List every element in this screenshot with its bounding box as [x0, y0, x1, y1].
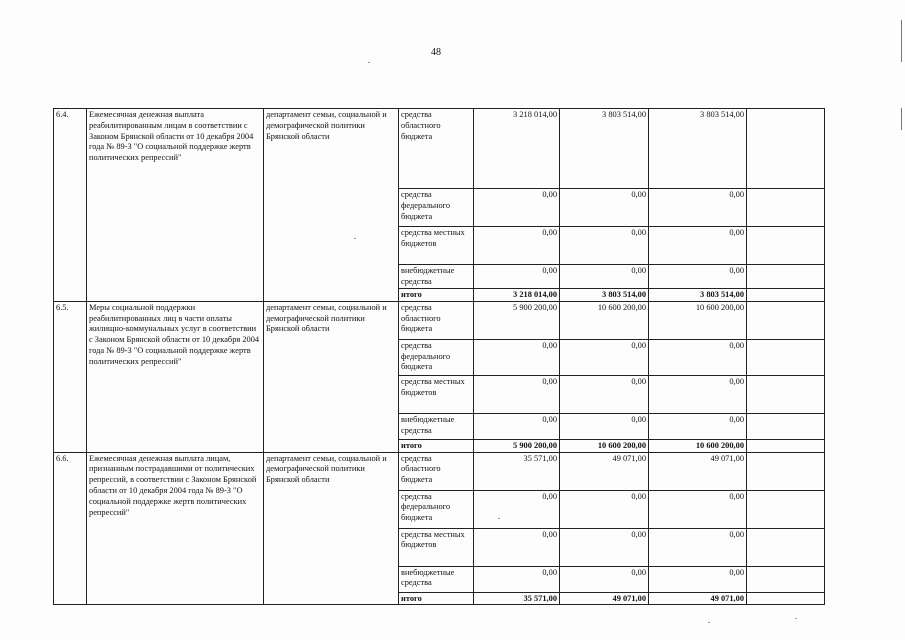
empty-column: [747, 490, 825, 528]
funding-source: внебюджетные средства: [399, 566, 474, 592]
empty-column: [747, 528, 825, 566]
page-number: 48: [431, 47, 441, 58]
amount-year-2: 0,00: [560, 339, 649, 375]
total-year-2: 49 071,00: [560, 592, 649, 605]
amount-year-1: 0,00: [474, 339, 560, 375]
amount-year-1: 5 900 200,00: [474, 301, 560, 339]
amount-year-2: 0,00: [560, 375, 649, 413]
empty-column: [747, 566, 825, 592]
measure-title: Меры социальной поддержки реабилитированных лиц в части оплаты жилищно-коммунальных услуг в соответствии с Законом Брянской области от 10 декабря 2004 года № 89-З "О социальной поддержке жертв политических репрессий": [87, 301, 264, 452]
amount-year-3: 0,00: [649, 528, 747, 566]
amount-year-2: 0,00: [560, 189, 649, 227]
amount-year-3: 0,00: [649, 339, 747, 375]
amount-year-3: 0,00: [649, 227, 747, 265]
amount-year-2: 10 600 200,00: [560, 301, 649, 339]
amount-year-1: 0,00: [474, 375, 560, 413]
funding-source: средства федерального бюджета: [399, 490, 474, 528]
scan-speck: [368, 62, 370, 63]
total-year-1: 3 218 014,00: [474, 289, 560, 302]
amount-year-2: 0,00: [560, 566, 649, 592]
measure-title: Ежемесячная денежная выплата реабилитированным лицам в соответствии с Законом Брянской области от 10 декабря 2004 года № 89-З "О социальной поддержке жертв политических репрессий": [87, 109, 264, 302]
item-number: 6.6.: [54, 452, 87, 605]
scan-speck: [795, 618, 797, 619]
scan-margin-mark: [901, 108, 902, 130]
amount-year-1: 0,00: [474, 490, 560, 528]
amount-year-3: 10 600 200,00: [649, 301, 747, 339]
funding-row: [54, 452, 825, 490]
total-label: итого: [399, 439, 474, 452]
amount-year-2: 0,00: [560, 528, 649, 566]
empty-column: [747, 339, 825, 375]
empty-column: [747, 189, 825, 227]
funding-source: средства местных бюджетов: [399, 528, 474, 566]
amount-year-1: 0,00: [474, 566, 560, 592]
funding-source: средства федерального бюджета: [399, 189, 474, 227]
amount-year-2: 0,00: [560, 490, 649, 528]
amount-year-2: 0,00: [560, 413, 649, 439]
amount-year-3: 0,00: [649, 566, 747, 592]
total-year-2: 3 803 514,00: [560, 289, 649, 302]
scan-margin-mark: [901, 20, 902, 62]
empty-column: [747, 413, 825, 439]
executor: департамент семьи, социальной и демографической политики Брянской области: [264, 109, 399, 302]
funding-row: [54, 109, 825, 189]
scan-speck: [708, 622, 710, 623]
amount-year-1: 0,00: [474, 528, 560, 566]
empty-column: [747, 109, 825, 189]
amount-year-3: 3 803 514,00: [649, 109, 747, 189]
item-number: 6.4.: [54, 109, 87, 302]
empty-column: [747, 301, 825, 339]
funding-row: [54, 301, 825, 339]
funding-source: внебюджетные средства: [399, 265, 474, 289]
total-year-1: 35 571,00: [474, 592, 560, 605]
amount-year-1: 0,00: [474, 265, 560, 289]
executor: департамент семьи, социальной и демографической политики Брянской области: [264, 452, 399, 605]
scan-speck: [498, 518, 500, 519]
amount-year-1: 35 571,00: [474, 452, 560, 490]
empty-column: [747, 375, 825, 413]
funding-source: средства местных бюджетов: [399, 375, 474, 413]
funding-source: средства местных бюджетов: [399, 227, 474, 265]
empty-column: [747, 592, 825, 605]
empty-column: [747, 452, 825, 490]
amount-year-3: 0,00: [649, 189, 747, 227]
amount-year-1: 0,00: [474, 189, 560, 227]
amount-year-1: 0,00: [474, 227, 560, 265]
total-year-3: 10 600 200,00: [649, 439, 747, 452]
scan-speck: [354, 238, 356, 239]
amount-year-2: 49 071,00: [560, 452, 649, 490]
funding-source: средства областного бюджета: [399, 452, 474, 490]
amount-year-1: 0,00: [474, 413, 560, 439]
funding-source: внебюджетные средства: [399, 413, 474, 439]
amount-year-2: 3 803 514,00: [560, 109, 649, 189]
total-label: итого: [399, 289, 474, 302]
empty-column: [747, 289, 825, 302]
funding-source: средства областного бюджета: [399, 301, 474, 339]
empty-column: [747, 227, 825, 265]
total-year-2: 10 600 200,00: [560, 439, 649, 452]
budget-table: [53, 108, 825, 605]
total-year-3: 49 071,00: [649, 592, 747, 605]
empty-column: [747, 265, 825, 289]
total-year-3: 3 803 514,00: [649, 289, 747, 302]
amount-year-1: 3 218 014,00: [474, 109, 560, 189]
funding-source: средства федерального бюджета: [399, 339, 474, 375]
amount-year-3: 0,00: [649, 375, 747, 413]
measure-title: Ежемесячная денежная выплата лицам, признанным пострадавшими от политических репрессий, в соответствии с Законом Брянской области от 10 декабря 2004 года № 89-З "О социальной поддержке жертв политических репрессий": [87, 452, 264, 605]
executor: департамент семьи, социальной и демографической политики Брянской области: [264, 301, 399, 452]
amount-year-2: 0,00: [560, 227, 649, 265]
funding-source: средства областного бюджета: [399, 109, 474, 189]
total-year-1: 5 900 200,00: [474, 439, 560, 452]
empty-column: [747, 439, 825, 452]
amount-year-3: 0,00: [649, 265, 747, 289]
total-label: итого: [399, 592, 474, 605]
amount-year-3: 0,00: [649, 490, 747, 528]
amount-year-3: 49 071,00: [649, 452, 747, 490]
item-number: 6.5.: [54, 301, 87, 452]
amount-year-3: 0,00: [649, 413, 747, 439]
amount-year-2: 0,00: [560, 265, 649, 289]
